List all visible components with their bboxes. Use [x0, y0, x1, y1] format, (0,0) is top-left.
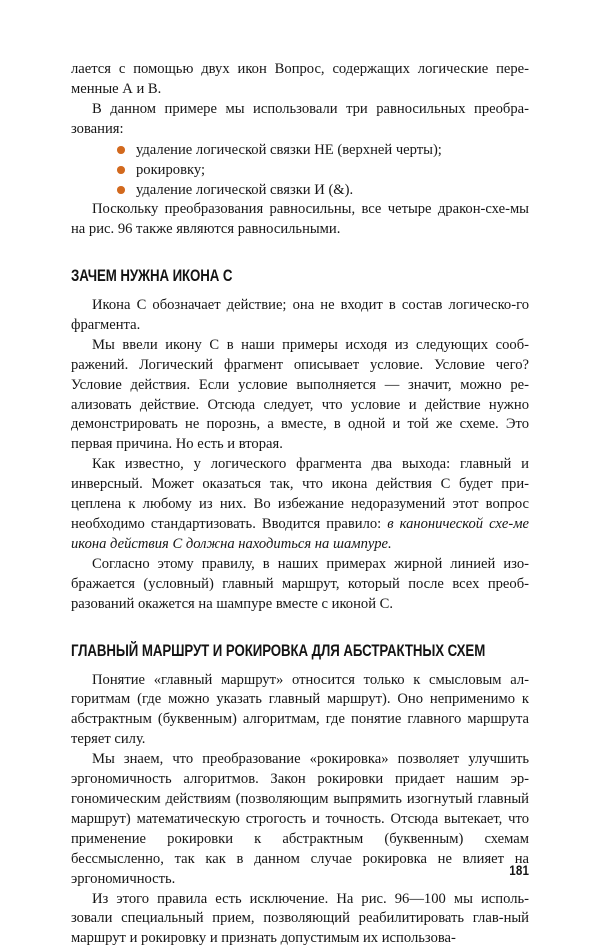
- section-heading-why-icon-c: ЗАЧЕМ НУЖНА ИКОНА С: [71, 266, 233, 286]
- paragraph-s1-p3: [71, 455, 529, 555]
- paragraph-s2-p2: Мы знаем, что преобразование «рокировка» позволяет улучшить эргономичность алгоритмов. Закон рокировки придает нашим эр-гономическим действиям (позволяющим выпрямить изогнутый главный маршрут) математическую строгость и точность. Отсюда вытекает, что применение рокировки к абстрактным (буквенным) схемам бессмысленно, так как в данном случае рокировка не влияет на эргономичность.: [71, 751, 529, 887]
- bullet-dot-icon: [117, 186, 125, 194]
- text-column: [71, 60, 529, 949]
- page-number: 181: [509, 863, 529, 878]
- spacer: [71, 615, 529, 641]
- list-item: [71, 140, 529, 160]
- paragraph-s2-p1: Понятие «главный маршрут» относится только к смысловым ал-горитмам (где можно указать главный маршрут). Оно неприменимо к абстрактным (буквенным) алгоритмам, где понятие главного маршрута теряет силу.: [71, 671, 529, 748]
- section-heading-main-route-and-castling: ГЛАВНЫЙ МАРШРУТ И РОКИРОВКА ДЛЯ АБСТРАКТНЫХ СХЕМ: [71, 640, 486, 660]
- transformations-list: [71, 140, 529, 201]
- list-item: [71, 160, 529, 180]
- paragraph-s1-p3-rule-italic: в канонической схе-ме икона действия С должна находиться на шампуре.: [71, 516, 529, 552]
- paragraph-s1-p3-lead: Как известно, у логического фрагмента два выхода: главный и инверсный. Может оказаться так, что икона действия С будет при-цеплена к любому из них. Во избежание недоразумений этот вопрос необходимо стандартизовать. Вводится правило:: [71, 456, 529, 533]
- spacer: [71, 286, 529, 296]
- spacer: [71, 240, 529, 266]
- paragraph-intro: В данном примере мы использовали три равносильных преобра-зования:: [71, 100, 529, 137]
- paragraph-s1-p4: Согласно этому правилу, в наших примерах жирной линией изо-бражается (условный) главный маршрут, который после всех преоб-разований окажется на шампуре вместе с иконой С.: [71, 555, 529, 612]
- spacer: [71, 661, 529, 671]
- paragraph-after-bullets: Поскольку преобразования равносильны, все четыре дракон-схе-мы на рис. 96 также являются равносильными.: [71, 201, 529, 238]
- list-item-label: рокировку;: [136, 161, 206, 178]
- list-item-label: удаление логической связки НЕ (верхней черты);: [136, 141, 442, 158]
- paragraph-continued: лается с помощью двух икон Вопрос, содержащих логические пере-менные А и В.: [71, 61, 529, 97]
- paragraph-s2-p3: Из этого правила есть исключение. На рис. 96—100 мы исполь-зовали специальный прием, позволяющий реабилитировать глав-ный маршрут и рокировку и признать допустимым их использова-: [71, 890, 529, 947]
- list-item: [71, 180, 529, 200]
- bullet-dot-icon: [117, 166, 125, 174]
- paragraph-s1-p2: Мы ввели икону С в наши примеры исходя из следующих сооб-ражений. Логический фрагмент описывает условие. Условие чего? Условие действия. Если условие выполняется — значит, можно ре-ализовать действие. Отсюда следует, что условие и действие нужно демонстрировать не порознь, а вместе, в одной и той же схеме. Это первая причина. Но есть и вторая.: [71, 336, 529, 453]
- bullet-dot-icon: [117, 146, 125, 154]
- list-item-label: удаление логической связки И (&).: [136, 182, 354, 199]
- paragraph-s1-p1: Икона С обозначает действие; она не входит в состав логическо-го фрагмента.: [71, 297, 529, 333]
